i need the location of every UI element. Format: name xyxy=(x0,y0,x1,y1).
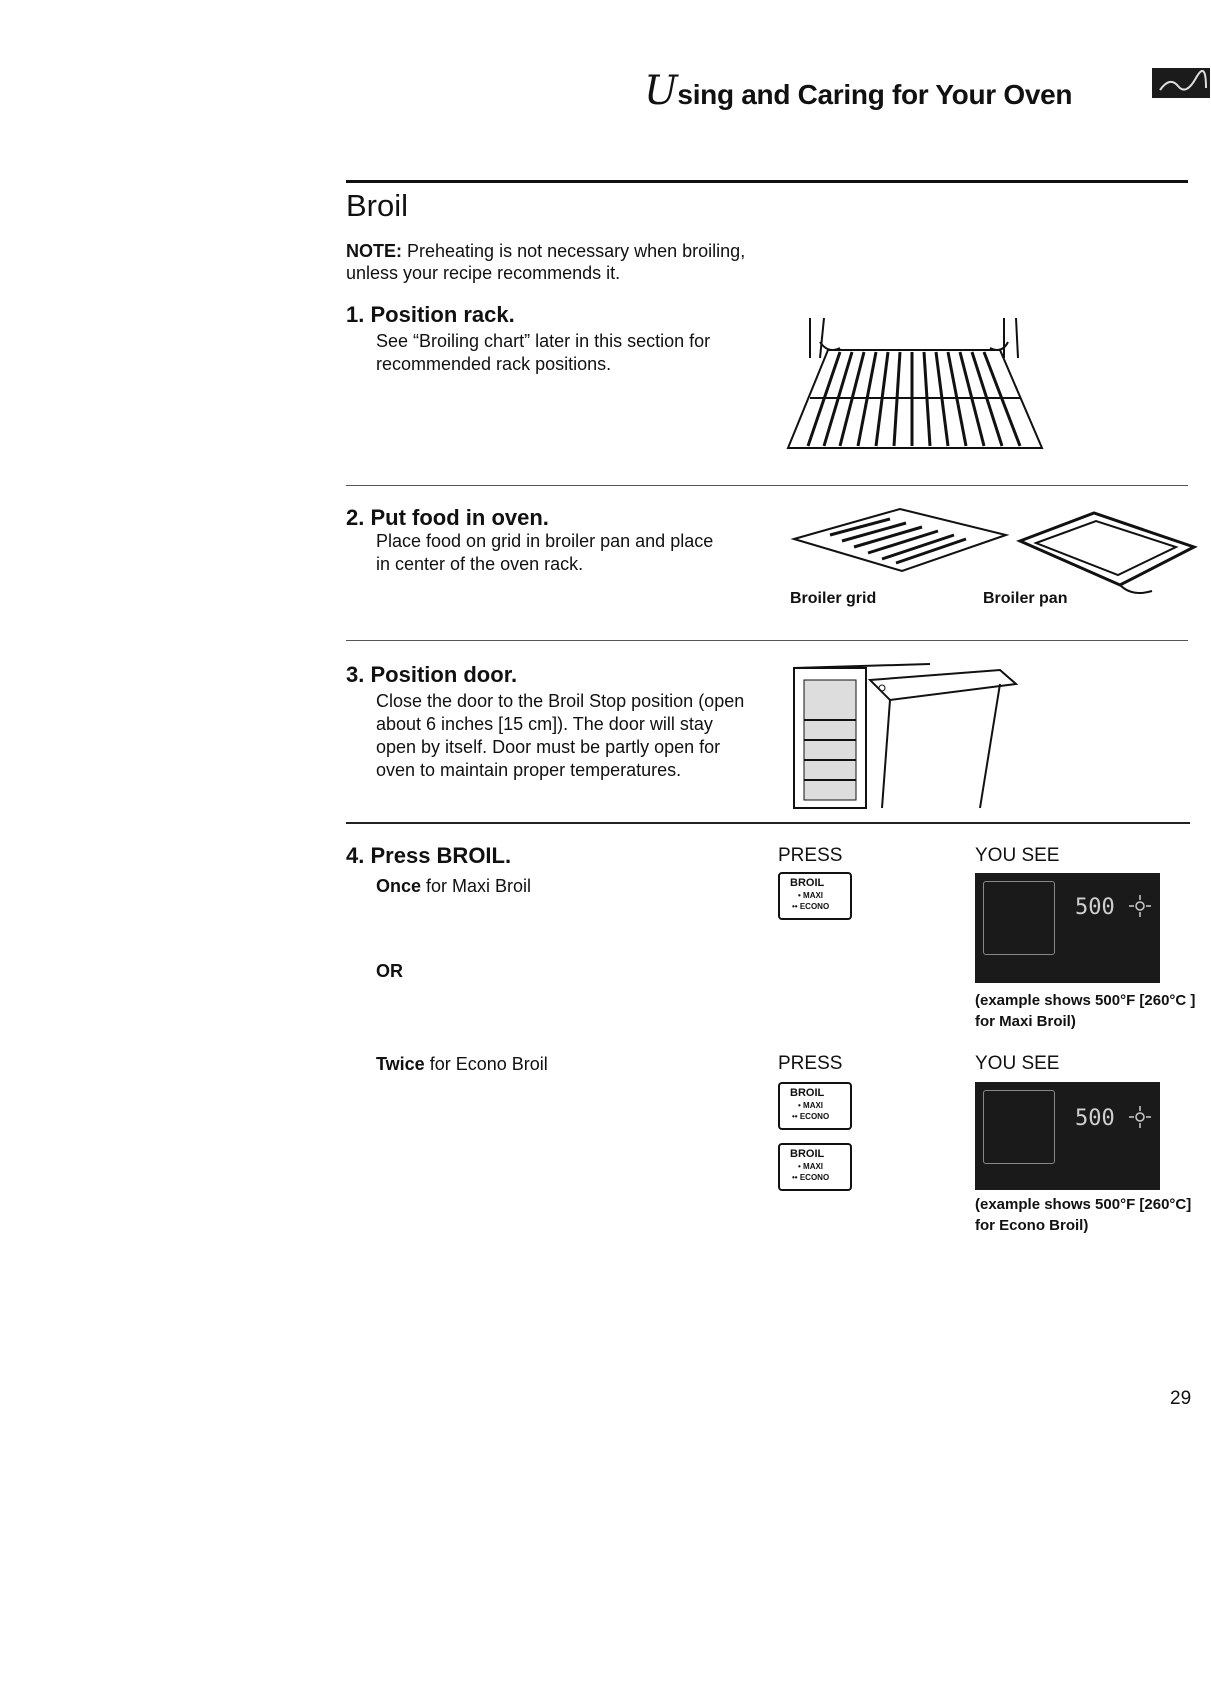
display-window xyxy=(983,1090,1055,1164)
step-number: 2. xyxy=(346,505,365,530)
note-paragraph xyxy=(346,240,766,284)
step-4-heading xyxy=(346,843,511,869)
step-title: Position door. xyxy=(370,662,518,687)
step-number: 3. xyxy=(346,662,365,687)
header-title: sing and Caring for Your Oven xyxy=(677,79,1073,110)
display-window xyxy=(983,881,1055,955)
step-title: Put food in oven. xyxy=(370,505,549,530)
step-2-heading xyxy=(346,505,549,531)
twice-econo-text xyxy=(376,1053,548,1076)
divider xyxy=(346,485,1188,486)
step-number: 4. xyxy=(346,843,365,868)
note-text: Preheating is not necessary when broiling, unless your recipe recommends it. xyxy=(346,241,746,283)
note-label: NOTE: xyxy=(346,241,402,261)
heat-indicator-icon xyxy=(1129,1106,1151,1128)
broiler-pan-illustration xyxy=(1012,505,1202,595)
broil-button-label: BROIL xyxy=(790,877,825,889)
step-title: Press BROIL. xyxy=(370,843,512,868)
step-title: Position rack. xyxy=(370,302,515,327)
section-title: Broil xyxy=(346,188,409,223)
step-1-heading xyxy=(346,302,515,328)
broil-button[interactable] xyxy=(778,872,852,920)
display-temperature: 500 xyxy=(1075,895,1115,920)
oven-rack-illustration xyxy=(780,300,1050,460)
example-econo-caption: (example shows 500°F [260°C] for Econo Broil) xyxy=(975,1196,1192,1234)
section-rule xyxy=(346,180,1188,183)
step-3-heading xyxy=(346,662,517,688)
display-temperature: 500 xyxy=(1075,1106,1115,1131)
press-label: PRESS xyxy=(778,1053,843,1074)
you-see-label: YOU SEE xyxy=(975,1053,1060,1074)
broil-button-label: BROIL xyxy=(790,1148,825,1160)
broil-button-econo: •• ECONO xyxy=(792,902,830,911)
oven-display-econo xyxy=(975,1082,1160,1190)
broil-button-maxi: • MAXI xyxy=(798,1162,824,1171)
broil-button-econo: •• ECONO xyxy=(792,1112,830,1121)
step-number: 1. xyxy=(346,302,365,327)
oven-display-maxi xyxy=(975,873,1160,983)
divider xyxy=(346,822,1190,824)
divider xyxy=(346,640,1188,641)
broiler-grid-caption: Broiler grid xyxy=(790,590,877,607)
broiler-pan-caption: Broiler pan xyxy=(983,590,1068,607)
example-maxi-caption: (example shows 500°F [260°C ] for Maxi Broil) xyxy=(975,992,1196,1030)
broil-button[interactable] xyxy=(778,1143,852,1191)
broil-button-maxi: • MAXI xyxy=(798,1101,824,1110)
you-see-label: YOU SEE xyxy=(975,845,1060,866)
step-3-body: Close the door to the Broil Stop position (open about 6 inches [15 cm]). The door will stay open by itself. Door must be partly open for oven to maintain proper temperatures. xyxy=(376,691,745,780)
oven-door-illustration xyxy=(790,660,1020,810)
or-label: OR xyxy=(376,961,403,981)
running-header xyxy=(644,68,1072,114)
broil-button-econo: •• ECONO xyxy=(792,1173,830,1182)
page-number: 29 xyxy=(1170,1388,1192,1409)
step-2-body: Place food on grid in broiler pan and place in center of the oven rack. xyxy=(376,531,714,574)
broil-button-maxi: • MAXI xyxy=(798,891,824,900)
once-maxi-text xyxy=(376,875,531,898)
press-label: PRESS xyxy=(778,845,843,866)
once-label: Once xyxy=(376,876,422,896)
broil-button[interactable] xyxy=(778,1082,852,1130)
broil-button-label: BROIL xyxy=(790,1087,825,1099)
header-initial: U xyxy=(644,68,678,114)
broiler-grid-illustration xyxy=(790,505,1010,575)
brand-logo xyxy=(1152,68,1210,98)
twice-label: Twice xyxy=(376,1054,425,1074)
step-1-body: See “Broiling chart” later in this section for recommended rack positions. xyxy=(376,331,711,374)
twice-rest: for Econo Broil xyxy=(424,1054,548,1074)
heat-indicator-icon xyxy=(1129,895,1151,917)
once-rest: for Maxi Broil xyxy=(421,876,532,896)
